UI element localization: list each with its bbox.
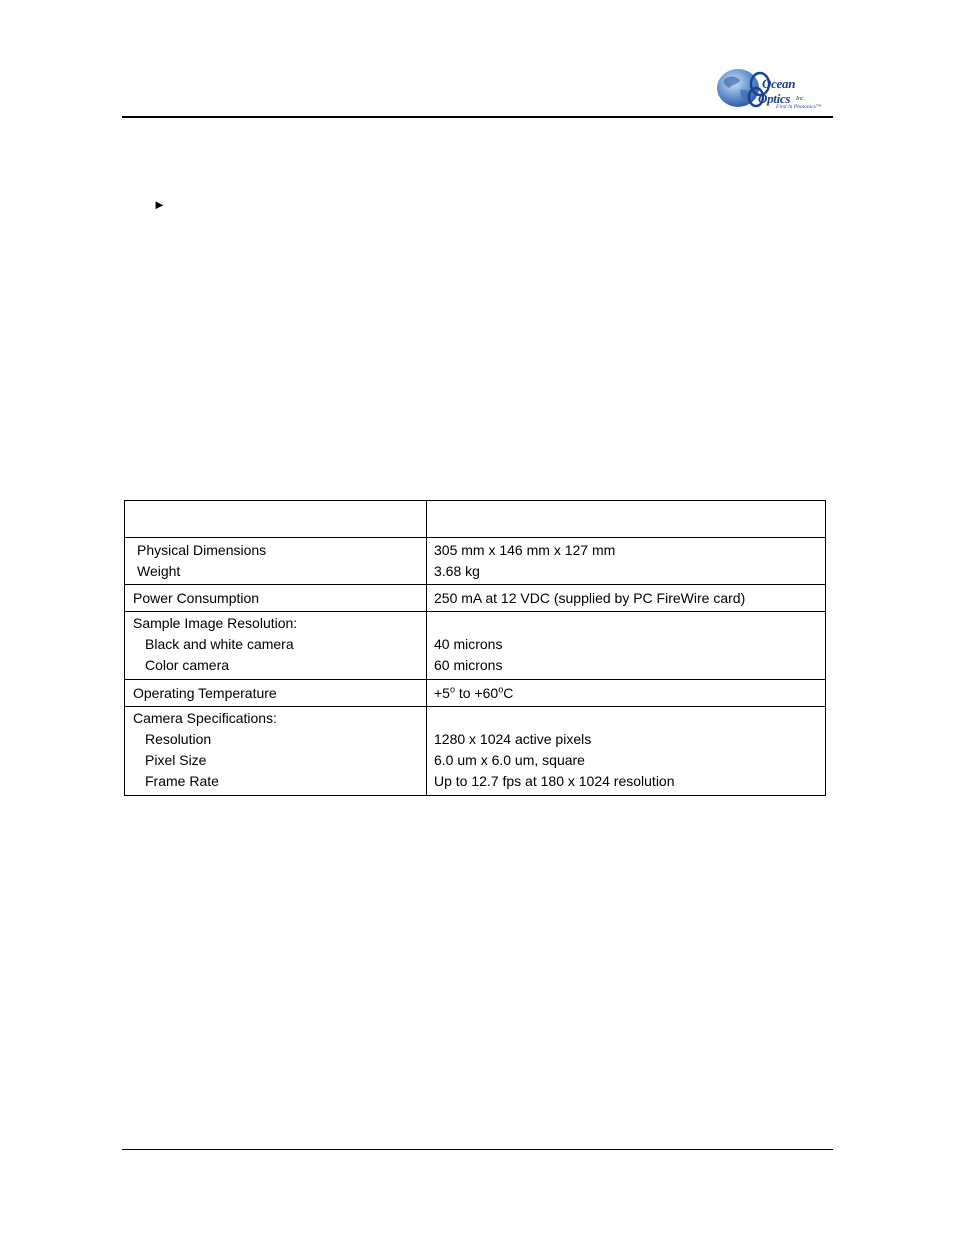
spec-label-cell	[125, 707, 427, 796]
table-row	[125, 680, 826, 707]
spec-label: Pixel Size	[145, 752, 207, 768]
logo-brand-line2: Optics	[758, 91, 791, 106]
spec-value: 60 microns	[434, 657, 503, 673]
table-header-cell	[427, 501, 826, 538]
spec-value-cell	[427, 538, 826, 585]
spec-label-cell	[125, 538, 427, 585]
spec-value: 305 mm x 146 mm x 127 mm	[434, 542, 616, 558]
spec-group-title: Camera Specifications:	[133, 710, 277, 726]
spec-label: Black and white camera	[145, 636, 294, 652]
spec-value-cell	[427, 612, 826, 680]
table-row	[125, 612, 826, 680]
table-row	[125, 538, 826, 585]
spec-label-cell	[125, 612, 427, 680]
spec-label: Color camera	[145, 657, 230, 673]
spec-value: 6.0 um x 6.0 um, square	[434, 752, 585, 768]
table-row	[125, 707, 826, 796]
spec-value-cell	[427, 707, 826, 796]
spec-value: 40 microns	[434, 636, 503, 652]
logo-suffix: Inc.	[796, 96, 806, 102]
table-header-cell	[125, 501, 427, 538]
spec-value: Up to 12.7 fps at 180 x 1024 resolution	[434, 773, 675, 789]
spec-label-cell	[125, 680, 427, 707]
ocean-optics-logo	[716, 66, 828, 112]
specifications-table	[124, 500, 826, 796]
spec-value-cell	[427, 680, 826, 707]
spec-label: Power Consumption	[133, 590, 260, 606]
spec-label-cell	[125, 585, 427, 612]
spec-label: Resolution	[145, 731, 212, 747]
spec-label: Physical Dimensions	[137, 542, 267, 558]
spec-value-cell	[427, 585, 826, 612]
spec-label: Weight	[137, 563, 181, 579]
spec-label: Operating Temperature	[133, 685, 277, 701]
temperature-value: $+5^o$ to $+60^oC$	[434, 684, 514, 701]
table-row	[125, 585, 826, 612]
spec-value: 250 mA at 12 VDC (supplied by PC FireWire card)	[434, 590, 746, 606]
bullet-arrow-icon: ►	[153, 197, 166, 212]
spec-value: 3.68 kg	[434, 563, 480, 579]
spec-value: 1280 x 1024 active pixels	[434, 731, 592, 747]
spec-group-title: Sample Image Resolution:	[133, 615, 298, 631]
table-header-row	[125, 501, 826, 538]
logo-tagline: First in Photonics™	[776, 104, 822, 110]
logo-brand-line1: Ocean	[762, 76, 796, 91]
header-rule	[122, 116, 833, 118]
spec-label: Frame Rate	[145, 773, 219, 789]
footer-rule	[122, 1149, 833, 1150]
